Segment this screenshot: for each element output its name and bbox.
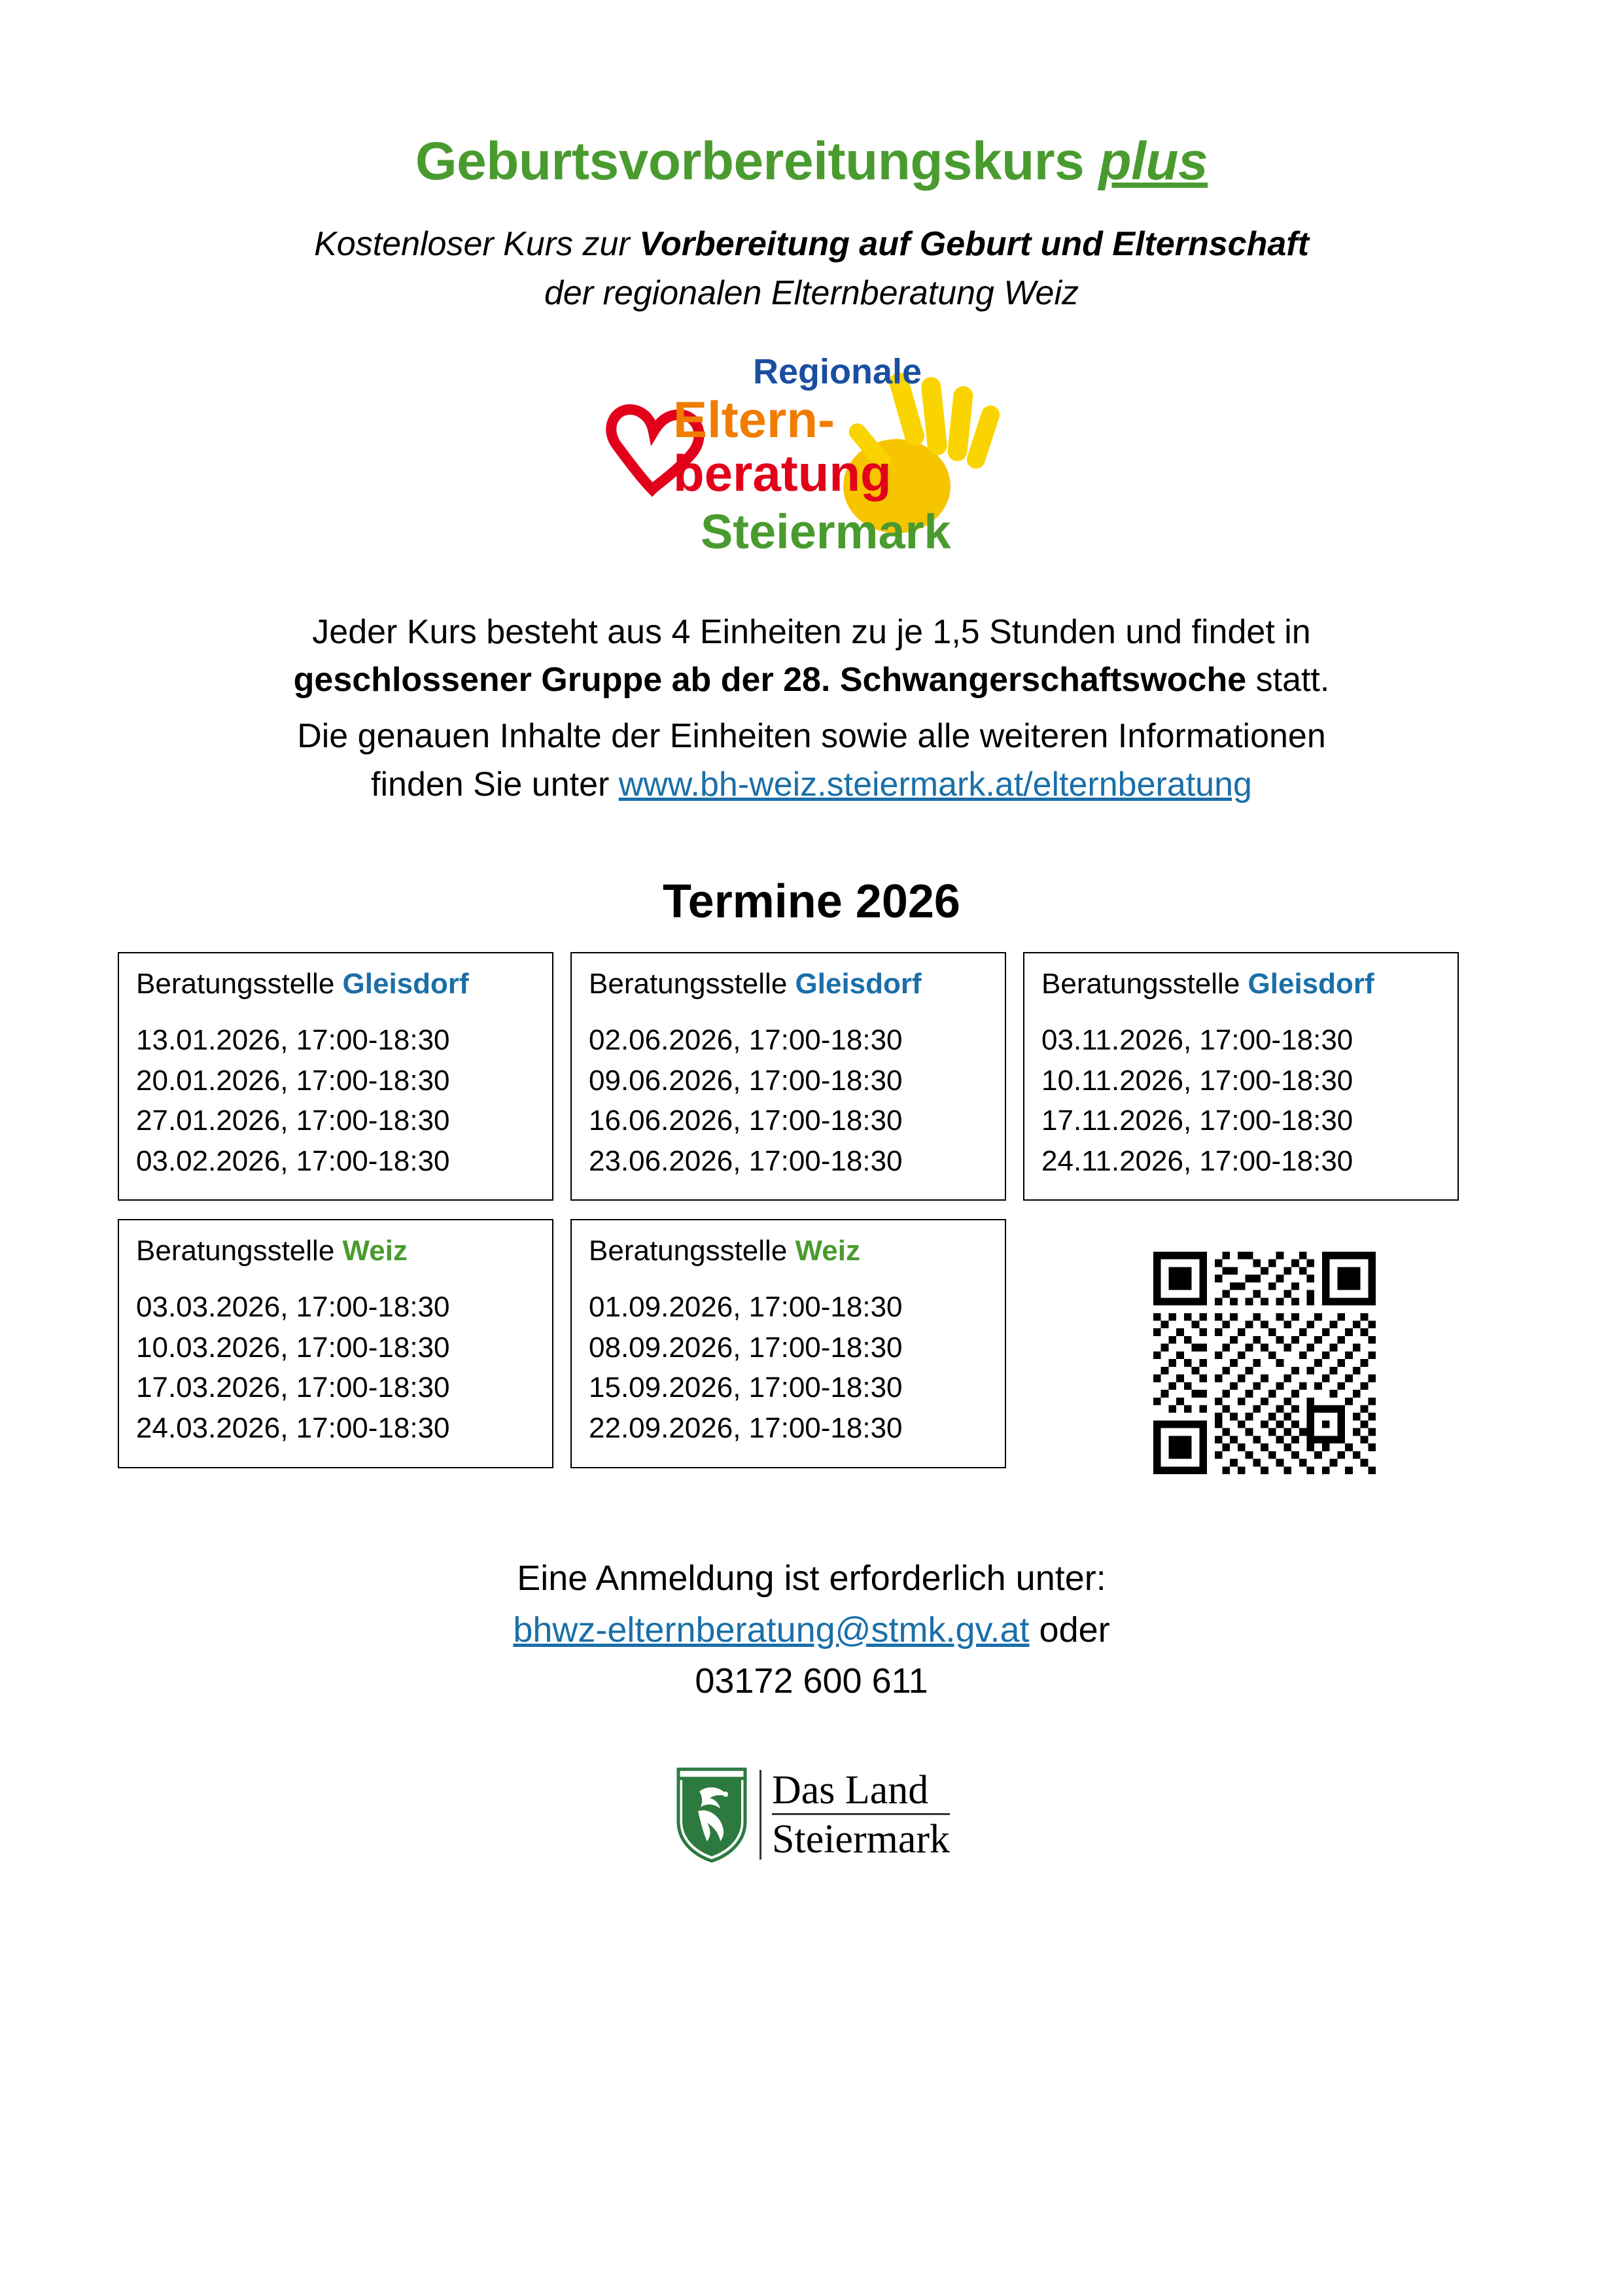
termine-date: 10.11.2026, 17:00-18:30 xyxy=(1041,1064,1353,1097)
termine-box xyxy=(570,952,1006,1201)
svg-text:Steiermark: Steiermark xyxy=(700,504,951,559)
termine-box-location: Gleisdorf xyxy=(342,967,469,1000)
termine-box xyxy=(118,952,553,1201)
termine-date: 03.02.2026, 17:00-18:30 xyxy=(136,1144,450,1177)
footer-logo xyxy=(118,1765,1505,1863)
termine-box-header xyxy=(136,1235,535,1267)
qr-code[interactable] xyxy=(1153,1252,1376,1474)
termine-date: 08.09.2026, 17:00-18:30 xyxy=(589,1331,903,1364)
termine-date: 02.06.2026, 17:00-18:30 xyxy=(589,1023,903,1056)
das-land-line-2: Steiermark xyxy=(772,1813,950,1860)
termine-box-header xyxy=(136,968,535,1000)
termine-date: 16.06.2026, 17:00-18:30 xyxy=(589,1104,903,1137)
termine-date: 09.06.2026, 17:00-18:30 xyxy=(589,1064,903,1097)
termine-row-1 xyxy=(118,952,1505,1201)
elternberatung-logo xyxy=(589,345,1034,581)
more-info-paragraph xyxy=(118,713,1505,809)
termine-box-location: Weiz xyxy=(795,1235,860,1267)
subtitle-line-2: der regionalen Elternberatung Weiz xyxy=(544,274,1079,312)
course-description-bold: geschlossener Gruppe ab der 28. Schwangerschaftswoche xyxy=(293,661,1247,699)
elternberatung-logo-graphic xyxy=(589,345,1034,581)
termine-date: 20.01.2026, 17:00-18:30 xyxy=(136,1064,450,1097)
termine-box-header xyxy=(589,968,988,1000)
termine-date: 13.01.2026, 17:00-18:30 xyxy=(136,1023,450,1056)
course-description-tail: statt. xyxy=(1246,661,1330,699)
registration-oder: oder xyxy=(1029,1610,1110,1650)
termine-row-2 xyxy=(118,1219,1505,1474)
email-link[interactable]: bhwz-elternberatung@stmk.gv.at xyxy=(513,1610,1030,1650)
termine-date: 23.06.2026, 17:00-18:30 xyxy=(589,1144,903,1177)
termine-box-header-prefix: Beratungsstelle xyxy=(136,1235,343,1267)
more-info-pre: finden Sie unter xyxy=(371,766,619,804)
termine-date: 22.09.2026, 17:00-18:30 xyxy=(589,1412,903,1445)
registration-line-1: Eine Anmeldung ist erforderlich unter: xyxy=(517,1559,1106,1598)
page-title-emphasis: plus xyxy=(1098,132,1208,191)
termine-box-header xyxy=(1041,968,1440,1000)
registration-contact-line xyxy=(118,1604,1505,1655)
termine-date: 15.09.2026, 17:00-18:30 xyxy=(589,1371,903,1404)
website-link[interactable]: www.bh-weiz.steiermark.at/elternberatung xyxy=(618,766,1252,804)
course-description-line-1: Jeder Kurs besteht aus 4 Einheiten zu je 1,5 Stunden und findet in xyxy=(312,612,1311,651)
termine-date: 17.03.2026, 17:00-18:30 xyxy=(136,1371,450,1404)
termine-date: 24.03.2026, 17:00-18:30 xyxy=(136,1412,450,1445)
termine-box-header-prefix: Beratungsstelle xyxy=(136,967,343,1000)
termine-box xyxy=(1023,952,1459,1201)
termine-date: 10.03.2026, 17:00-18:30 xyxy=(136,1331,450,1364)
termine-date: 17.11.2026, 17:00-18:30 xyxy=(1041,1104,1353,1137)
das-land-line-1: Das Land xyxy=(771,1767,929,1812)
subtitle-bold: Vorbereitung auf Geburt und Elternschaft xyxy=(639,225,1309,263)
termine-box-header xyxy=(589,1235,988,1267)
qr-code-container xyxy=(1023,1219,1505,1474)
page-title-main: Geburtsvorbereitungskurs xyxy=(415,132,1099,191)
page-title xyxy=(118,131,1505,192)
logo-container xyxy=(118,345,1505,581)
termine-date: 01.09.2026, 17:00-18:30 xyxy=(589,1291,903,1324)
termine-date: 27.01.2026, 17:00-18:30 xyxy=(136,1104,450,1137)
termine-date: 03.11.2026, 17:00-18:30 xyxy=(1041,1023,1353,1056)
termine-box-header-prefix: Beratungsstelle xyxy=(589,1235,795,1267)
svg-text:Regionale: Regionale xyxy=(752,351,922,391)
more-info-line-1: Die genauen Inhalte der Einheiten sowie alle weiteren Informationen xyxy=(297,717,1326,756)
subtitle-pre: Kostenloser Kurs zur xyxy=(314,225,640,263)
svg-text:beratung: beratung xyxy=(672,444,892,502)
course-description xyxy=(118,609,1505,705)
steiermark-wappen-icon xyxy=(673,1765,750,1863)
termine-box-location: Gleisdorf xyxy=(795,967,922,1000)
termine-box xyxy=(118,1219,553,1468)
termine-box-location: Gleisdorf xyxy=(1248,967,1374,1000)
termine-heading: Termine 2026 xyxy=(663,875,960,928)
subtitle-line-1 xyxy=(118,222,1505,267)
registration-phone: 03172 600 611 xyxy=(695,1661,928,1701)
registration-info xyxy=(118,1553,1505,1706)
svg-text:Eltern-: Eltern- xyxy=(672,390,835,448)
das-land-steiermark-wordmark xyxy=(759,1767,950,1862)
termine-date: 03.03.2026, 17:00-18:30 xyxy=(136,1291,450,1324)
termine-box-header-prefix: Beratungsstelle xyxy=(1041,967,1248,1000)
termine-box-header-prefix: Beratungsstelle xyxy=(589,967,795,1000)
termine-date: 24.11.2026, 17:00-18:30 xyxy=(1041,1144,1353,1177)
termine-box-location: Weiz xyxy=(342,1235,408,1267)
termine-box xyxy=(570,1219,1006,1468)
